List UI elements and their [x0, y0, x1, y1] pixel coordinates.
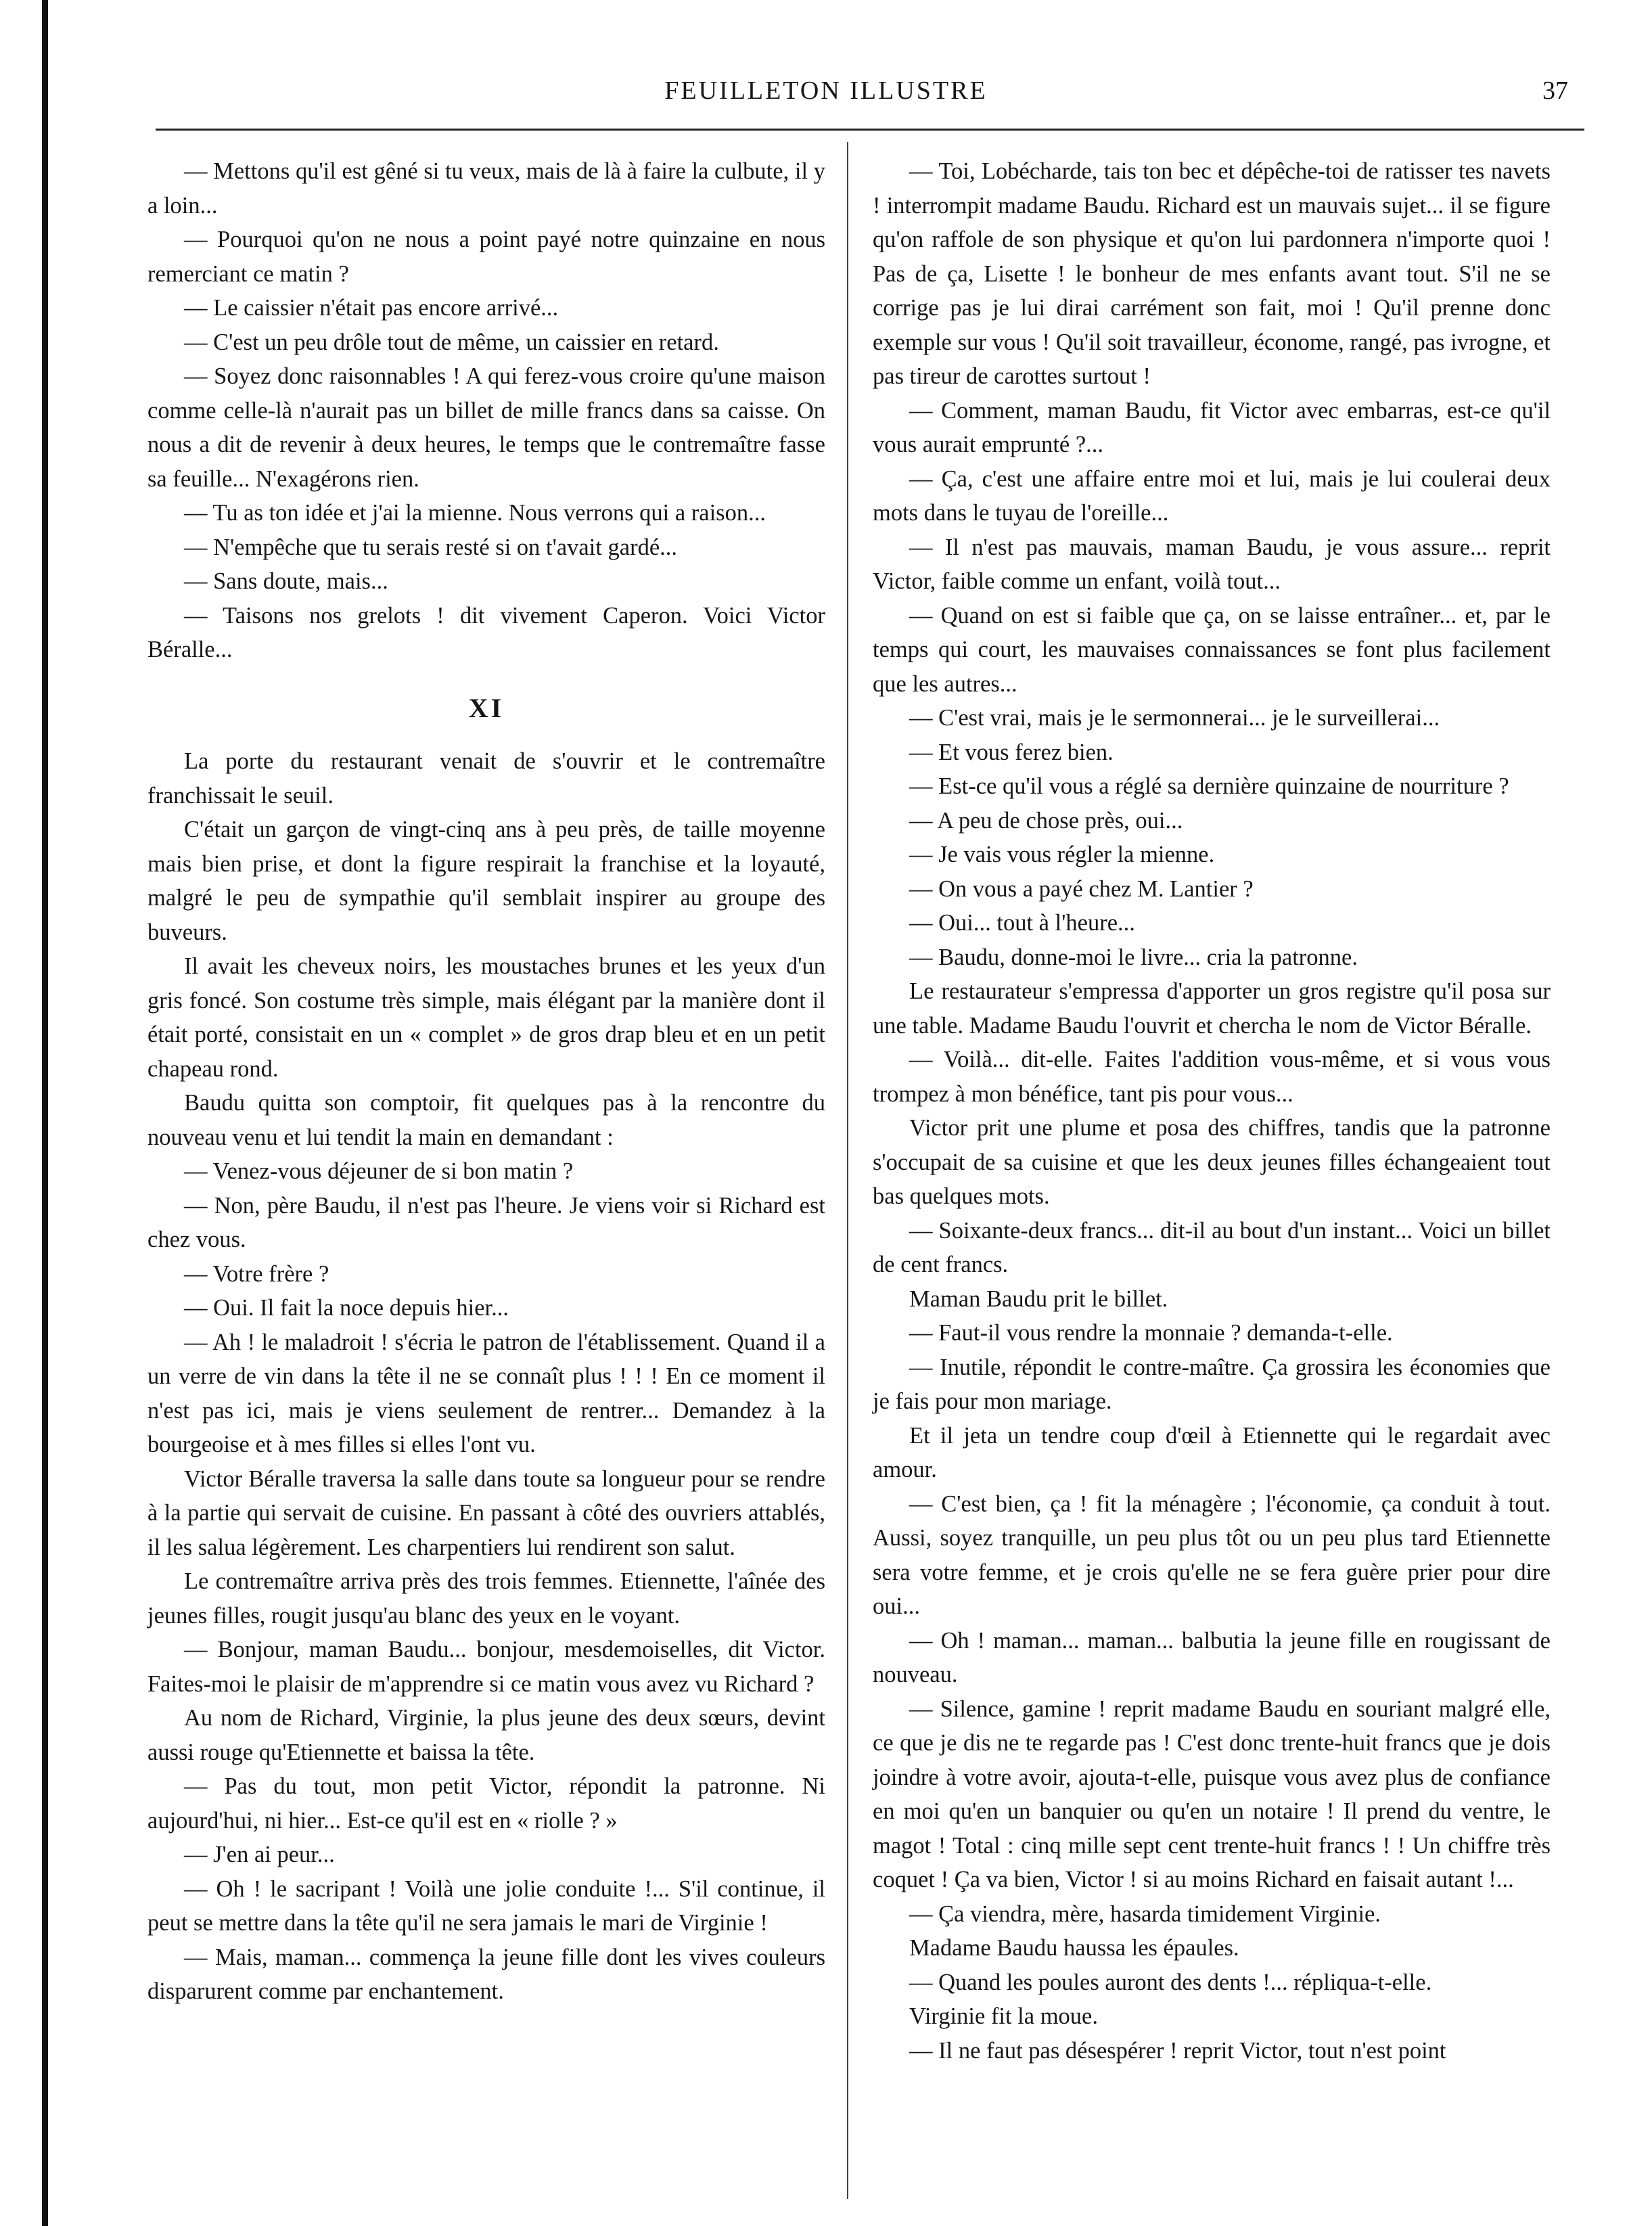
paragraph: — Il ne faut pas désespérer ! reprit Victor, tout n'est point: [909, 2037, 1446, 2064]
paragraph: — A peu de chose près, oui...: [909, 807, 1183, 834]
right-column: [873, 154, 1551, 2068]
column-divider: [847, 142, 848, 2199]
paragraph: — Oui... tout à l'heure...: [909, 910, 1135, 936]
paragraph: — Soixante-deux francs... dit-il au bout d'un instant... Voici un billet de cent francs.: [873, 1217, 1551, 1277]
paragraph: — Comment, maman Baudu, fit Victor avec embarras, est-ce qu'il vous aurait emprunté ?...: [873, 397, 1551, 457]
paragraph: C'était un garçon de vingt-cinq ans à peu près, de taille moyenne mais bien prise, et dont la figure respirait la franchise et la loyauté, malgré le peu de sympathie qu'il semblait inspirer au groupe des buveurs.: [147, 817, 825, 945]
paragraph: — Oui. Il fait la noce depuis hier...: [184, 1295, 509, 1321]
paragraph: — Quand on est si faible que ça, on se laisse entraîner... et, par le temps qui court, les mauvaises connaissances se font plus facilement que les autres...: [873, 602, 1551, 697]
paragraph: — Quand les poules auront des dents !... répliqua-t-elle.: [909, 1969, 1432, 1995]
paragraph: — Inutile, répondit le contre-maître. Ça grossira les économies que je fais pour mon mariage.: [873, 1354, 1551, 1414]
paragraph: — Mettons qu'il est gêné si tu veux, mais de là à faire la culbute, il y a loin...: [147, 158, 825, 219]
paragraph: Virginie fit la moue.: [909, 2003, 1098, 2029]
paragraph: Au nom de Richard, Virginie, la plus jeune des deux sœurs, devint aussi rouge qu'Etiennette et baissa la tête.: [147, 1705, 825, 1765]
header-rule: [156, 129, 1584, 131]
paragraph: — Ah ! le maladroit ! s'écria le patron de l'établissement. Quand il a un verre de vin dans la tête il ne se connaît plus ! ! ! En ce moment il n'est pas ici, mais je viens seulement de rentrer... Demandez à la bourgeoise et à mes filles si elles l'ont vu.: [147, 1329, 825, 1457]
paragraph: — C'est un peu drôle tout de même, un caissier en retard.: [184, 329, 719, 355]
paragraph: — Faut-il vous rendre la monnaie ? demanda-t-elle.: [909, 1320, 1393, 1346]
paragraph: Victor Béralle traversa la salle dans toute sa longueur pour se rendre à la partie qui servait de cuisine. En passant à côté des ouvriers attablés, il les salua légèrement. Les charpentiers lui rendirent son salut.: [147, 1466, 825, 1560]
paragraph: — Oh ! le sacripant ! Voilà une jolie conduite !... S'il continue, il peut se mettre dans la tête qu'il ne sera jamais le mari de Virginie !: [147, 1876, 825, 1936]
paragraph: — Sans doute, mais...: [184, 568, 388, 594]
paragraph: Victor prit une plume et posa des chiffres, tandis que la patronne s'occupait de sa cuisine et que les deux jeunes filles échangeaient tout bas quelques mots.: [873, 1115, 1551, 1209]
paragraph: — Voilà... dit-elle. Faites l'addition vous-même, et si vous vous trompez à mon bénéfice, tant pis pour vous...: [873, 1047, 1551, 1107]
left-column: [147, 154, 825, 2009]
paragraph: — Venez-vous déjeuner de si bon matin ?: [184, 1158, 574, 1184]
paragraph: La porte du restaurant venait de s'ouvrir et le contremaître franchissait le seuil.: [147, 748, 825, 809]
paragraph: Le restaurateur s'empressa d'apporter un gros registre qu'il posa sur une table. Madame Baudu l'ouvrit et chercha le nom de Victor Béralle.: [873, 978, 1551, 1039]
chapter-heading: XI: [468, 692, 505, 723]
paragraph: Le contremaître arriva près des trois femmes. Etiennette, l'aînée des jeunes filles, rougit jusqu'au blanc des yeux en le voyant.: [147, 1568, 825, 1629]
binding-edge: [42, 0, 48, 2226]
paragraph: Madame Baudu haussa les épaules.: [909, 1935, 1239, 1961]
paragraph: — Je vais vous régler la mienne.: [909, 842, 1215, 867]
paragraph: — Baudu, donne-moi le livre... cria la patronne.: [909, 944, 1358, 970]
paragraph: — Le caissier n'était pas encore arrivé...: [184, 295, 559, 321]
paragraph: — Taisons nos grelots ! dit vivement Caperon. Voici Victor Béralle...: [147, 602, 825, 662]
paragraph: Maman Baudu prit le billet.: [909, 1286, 1168, 1312]
paragraph: Et il jeta un tendre coup d'œil à Etiennette qui le regardait avec amour.: [873, 1422, 1551, 1482]
running-header-title: FEUILLETON ILLUSTRE: [664, 76, 988, 105]
paragraph: — On vous a payé chez M. Lantier ?: [909, 876, 1254, 902]
paragraph: — Silence, gamine ! reprit madame Baudu en souriant malgré elle, ce que je dis ne te regarde pas ! C'est donc trente-huit francs que je dois joindre à votre avoir, ajouta-t-elle, puisque vous avez plus de confiance en moi qu'en un banquier ou qu'en un notaire ! Il prend du ventre, le magot ! Total : cinq mille sept cent trente-huit francs ! ! Un chiffre très coquet ! Ça va bien, Victor ! si au moins Richard en faisait autant !...: [873, 1696, 1551, 1892]
paragraph: — Non, père Baudu, il n'est pas l'heure. Je viens voir si Richard est chez vous.: [147, 1192, 825, 1252]
paragraph: Baudu quitta son comptoir, fit quelques pas à la rencontre du nouveau venu et lui tendit la main en demandant :: [147, 1090, 825, 1150]
paragraph: — J'en ai peur...: [184, 1842, 335, 1867]
paragraph: — Mais, maman... commença la jeune fille dont les vives couleurs disparurent comme par enchantement.: [147, 1944, 825, 2004]
paragraph: — Oh ! maman... maman... balbutia la jeune fille en rougissant de nouveau.: [873, 1627, 1551, 1687]
paragraph: — Ça viendra, mère, hasarda timidement Virginie.: [909, 1901, 1381, 1927]
paragraph: — Il n'est pas mauvais, maman Baudu, je vous assure... reprit Victor, faible comme un enfant, voilà tout...: [873, 534, 1551, 594]
paragraph: — C'est bien, ça ! fit la ménagère ; l'économie, ça conduit à tout. Aussi, soyez tranquille, un peu plus tôt ou un peu plus tard Etiennette sera votre femme, et je crois qu'elle ne se fera guère prier pour dire oui...: [873, 1491, 1551, 1619]
paragraph: — Est-ce qu'il vous a réglé sa dernière quinzaine de nourriture ?: [909, 773, 1509, 799]
paragraph: — Et vous ferez bien.: [909, 739, 1114, 765]
paragraph: — Tu as ton idée et j'ai la mienne. Nous verrons qui a raison...: [184, 500, 766, 526]
paragraph: — Bonjour, maman Baudu... bonjour, mesdemoiselles, dit Victor. Faites-moi le plaisir de m'apprendre si ce matin vous avez vu Richard ?: [147, 1637, 825, 1697]
paragraph: — Toi, Lobécharde, tais ton bec et dépêche-toi de ratisser tes navets ! interrompit madame Baudu. Richard est un mauvais sujet... il se figure qu'on raffole de son physique et qu'on lui pardonnera n'importe quoi ! Pas de ça, Lisette ! le bonheur de mes enfants avant tout. S'il ne se corrige pas je lui dirai carrément son fait, moi ! Qu'il prenne donc exemple sur vous ! Qu'il soit travailleur, économe, rangé, pas ivrogne, et pas tireur de carottes surtout !: [873, 158, 1551, 389]
paragraph: — Ça, c'est une affaire entre moi et lui, mais je lui coulerai deux mots dans le tuyau de l'oreille...: [873, 465, 1551, 526]
paragraph: — Pourquoi qu'on ne nous a point payé notre quinzaine en nous remerciant ce matin ?: [147, 227, 825, 287]
paragraph: — Soyez donc raisonnables ! A qui ferez-vous croire qu'une maison comme celle-là n'aurait pas un billet de mille francs dans sa caisse. On nous a dit de revenir à deux heures, le temps que le contremaître fasse sa feuille... N'exagérons rien.: [147, 363, 825, 492]
paragraph: — Votre frère ?: [184, 1260, 329, 1287]
paragraph: Il avait les cheveux noirs, les moustaches brunes et les yeux d'un gris foncé. Son costume très simple, mais élégant par la manière dont il était porté, consistait en un « complet » de gros drap bleu et en un petit chapeau rond.: [147, 953, 825, 1082]
paragraph: — N'empêche que tu serais resté si on t'avait gardé...: [184, 534, 678, 560]
page-number: 37: [1542, 76, 1568, 105]
paragraph: — Pas du tout, mon petit Victor, répondit la patronne. Ni aujourd'hui, ni hier... Est-ce qu'il est en « riolle ? »: [147, 1773, 825, 1834]
paragraph: — C'est vrai, mais je le sermonnerai... je le surveillerai...: [909, 705, 1440, 731]
